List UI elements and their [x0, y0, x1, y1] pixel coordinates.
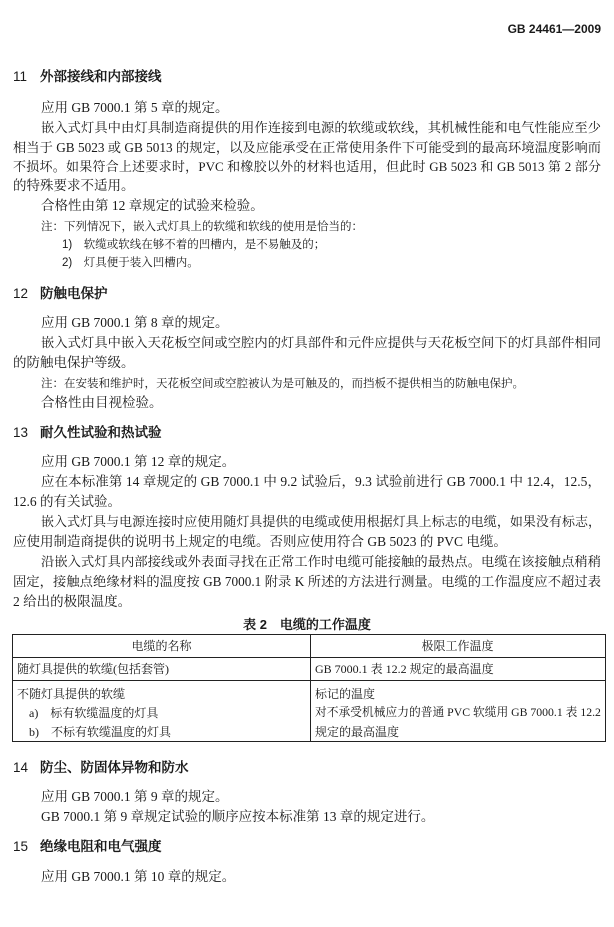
paragraph-line: 不损坏。如果符合上述要求时，PVC 和橡胶以外的材料也适用，但此时 GB 5023 和 GB 5013 第 2 部分	[13, 159, 601, 174]
note: 注：下列情况下，嵌入式灯具上的软缆和软线的使用是恰当的：	[41, 221, 363, 233]
section-title: 绝缘电阻和电气强度	[40, 839, 162, 854]
paragraph-line: 2 给出的极限温度。	[13, 594, 132, 609]
paragraph-line: 应用 GB 7000.1 第 9 章的规定。	[41, 789, 229, 804]
section-title: 耐久性试验和热试验	[40, 425, 162, 440]
section-title: 外部接线和内部接线	[40, 69, 162, 84]
paragraph-line: 的特殊要求不适用。	[13, 178, 135, 193]
paragraph-line: GB 7000.1 第 9 章规定试验的顺序应按本标准第 13 章的规定进行。	[41, 809, 435, 824]
cable-temperature-table	[12, 634, 606, 742]
table-cell: 随灯具提供的软缆(包括套管)	[17, 662, 169, 676]
section-13-heading	[13, 424, 601, 442]
row-divider	[13, 657, 605, 658]
table-header-cell: 极限工作温度	[421, 639, 494, 653]
section-12-heading	[13, 285, 601, 303]
table-cell: GB 7000.1 表 12.2 规定的最高温度	[315, 662, 494, 676]
paragraph-line: 嵌入式灯具中由灯具制造商提供的用作连接到电源的软缆或软线，其机械性能和电气性能应至少	[41, 120, 601, 135]
paragraph-line: 应用 GB 7000.1 第 12 章的规定。	[41, 454, 236, 469]
paragraph-line: 应用 GB 7000.1 第 8 章的规定。	[41, 315, 229, 330]
note: 注：在安装和维护时，天花板空间或空腔被认为是可触及的，而挡板不提供相当的防触电保护。	[41, 378, 524, 390]
section-number: 11	[13, 69, 28, 84]
paragraph-line: 的防触电保护等级。	[13, 355, 135, 370]
paragraph-line: 合格性由目视检验。	[41, 395, 163, 410]
section-title: 防触电保护	[40, 286, 108, 301]
table-caption: 表 2 电缆的工作温度	[243, 617, 371, 632]
table-cell: b) 不标有软缆温度的灯具	[29, 725, 171, 739]
section-11-heading	[13, 68, 601, 86]
paragraph-line: 合格性由第 12 章规定的试验来检验。	[41, 198, 264, 213]
section-15-heading	[13, 838, 601, 856]
row-divider	[13, 680, 605, 681]
note-item: 2) 灯具便于装入凹槽内。	[62, 257, 199, 269]
section-title: 防尘、防固体异物和防水	[40, 760, 189, 775]
paragraph-line: 12.6 的有关试验。	[13, 494, 121, 509]
section-number: 15	[13, 839, 29, 854]
paragraph-line: 应用 GB 7000.1 第 5 章的规定。	[41, 100, 229, 115]
section-number: 14	[13, 760, 29, 775]
standard-number: GB 24461—2009	[507, 22, 601, 36]
note-item: 1) 软缆或软线在够不着的凹槽内，是不易触及的；	[62, 239, 326, 251]
section-14-heading	[13, 759, 601, 777]
paragraph-line: 沿嵌入式灯具内部接线或外表面寻找在正常工作时电缆可能接触的最热点。电缆在该接触点稍稍	[41, 554, 601, 569]
section-number: 13	[13, 425, 29, 440]
paragraph-line: 应在本标准第 14 章规定的 GB 7000.1 中 9.2 试验后，9.3 试验前进行 GB 7000.1 中 12.4，12.5，	[41, 474, 601, 489]
paragraph-line: 嵌入式灯具与电源连接时应使用随灯具提供的电缆或使用根据灯具上标志的电缆，如果没有标志，	[41, 514, 601, 529]
table-header-cell: 电缆的名称	[131, 639, 192, 653]
table-cell: a) 标有软缆温度的灯具	[29, 706, 159, 720]
paragraph-line: 固定，接触点绝缘材料的温度按 GB 7000.1 附录 K 所述的方法进行测量。电缆的工作温度应不超过表	[13, 574, 601, 589]
table-cell: 不随灯具提供的软缆	[17, 687, 126, 701]
paragraph-line: 应用 GB 7000.1 第 10 章的规定。	[41, 869, 236, 884]
paragraph-line: 应使用制造商提供的说明书上规定的电缆。否则应使用符合 GB 5023 的 PVC 电缆。	[13, 534, 507, 549]
table-cell: 标记的温度	[315, 687, 376, 701]
paragraph-line: 相当于 GB 5023 或 GB 5013 的规定，以及应能承受在正常使用条件下可能受到的最高环境温度影响而	[13, 140, 601, 155]
paragraph-line: 嵌入式灯具中嵌入天花板空间或空腔内的灯具部件和元件应提供与天花板空间下的灯具部件相同	[41, 335, 601, 350]
table-cell: 规定的最高温度	[315, 725, 400, 739]
table-cell: 对不承受机械应力的普通 PVC 软缆用 GB 7000.1 表 12.2	[315, 706, 601, 719]
section-number: 12	[13, 286, 29, 301]
